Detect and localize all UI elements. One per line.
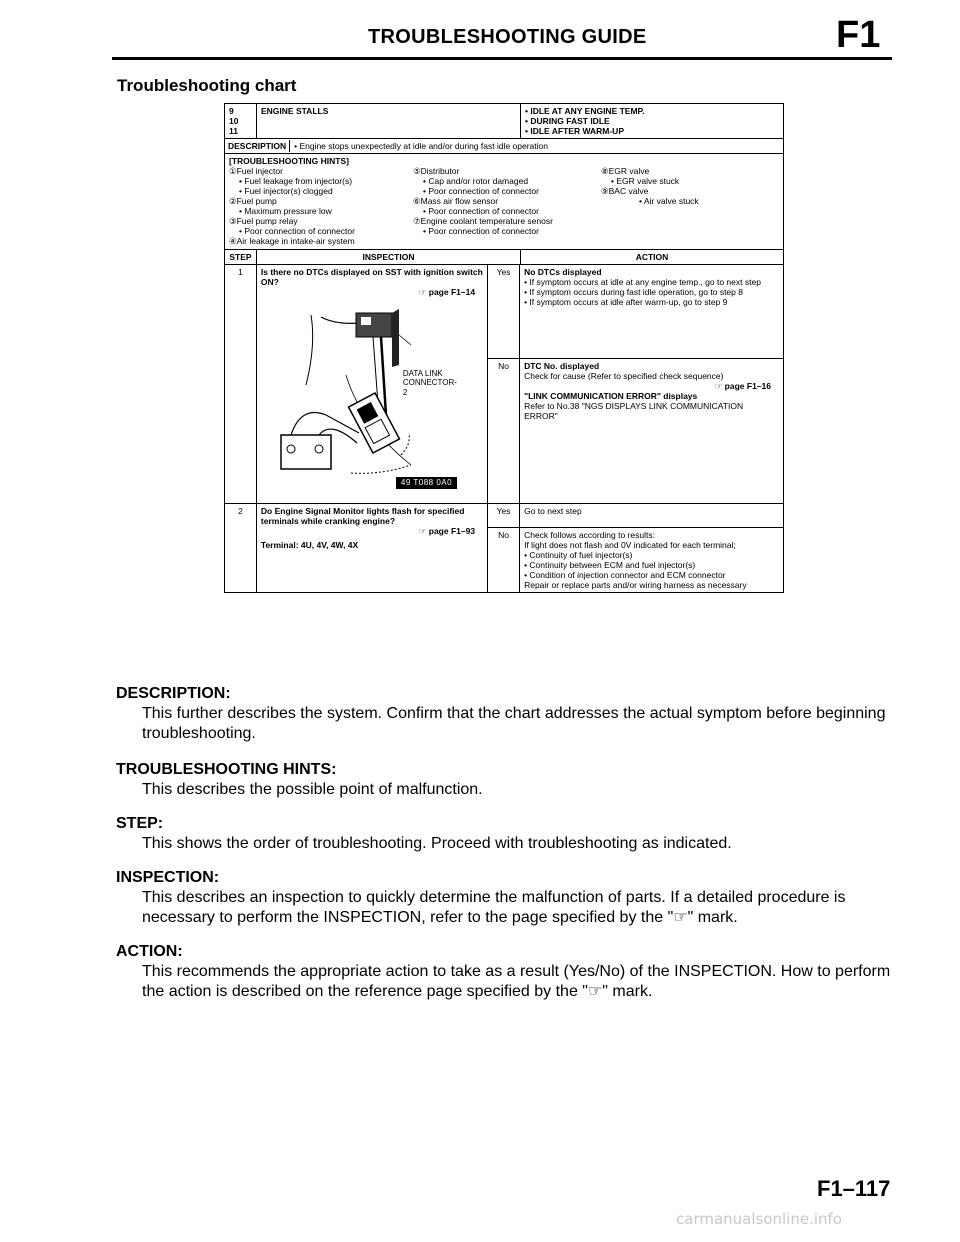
step-1-no: No [488, 359, 520, 503]
step-2-inspection: Do Engine Signal Monitor lights flash for specified terminals while cranking engine? ☞ page F1–93 Terminal: 4U, 4V, 4W, 4X [257, 504, 488, 592]
section-heading: INSPECTION: [116, 869, 220, 886]
section-heading: STEP: [116, 815, 164, 832]
page-title: TROUBLESHOOTING GUIDE [368, 26, 647, 48]
section-description [116, 684, 896, 744]
figure-code: 49 T088 0A0 [396, 477, 457, 488]
section-step [116, 814, 896, 854]
section-code: F1 [836, 14, 881, 56]
step-1-actions [488, 265, 783, 503]
step-1-row [225, 265, 783, 504]
col-action: ACTION [635, 252, 669, 263]
step-1-inspection: Is there no DTCs displayed on SST with ignition switch ON? ☞ page F1–14 DATA LINK CONNECTOR-2 49 T088 0A0 [257, 265, 488, 503]
dlc-label: DATA LINK CONNECTOR-2 [402, 369, 457, 397]
col-inspection: INSPECTION [257, 250, 521, 264]
section-inspection [116, 868, 896, 928]
data-link-connector-figure [261, 305, 461, 488]
step-1-yes-row: Yes No DTCs displayed • If symptom occurs at idle at any engine temp., go to next step • If symptom occurs during fast idle operation, go to step 8 • If symptom occurs at idle after warm-up, go to step 9 [488, 265, 783, 359]
section-text: This shows the order of troubleshooting. Proceed with troubleshooting as indicated. [142, 835, 732, 852]
description-text: • Engine stops unexpectedly at idle and/or during fast idle operation [290, 139, 552, 153]
troubleshooting-chart [224, 103, 784, 593]
section-heading: ACTION: [116, 943, 183, 960]
chart-heading: Troubleshooting chart [117, 76, 297, 95]
step-1-number: 1 [225, 265, 257, 503]
col-step: STEP [225, 250, 257, 264]
step-1-no-row: No DTC No. displayed Check for cause (Refer to specified check sequence) ☞ page F1–16 "LINK COMMUNICATION ERROR" displays Refer to No.38 "NGS DISPLAYS LINK COMMUNICATION ERROR" [488, 359, 783, 503]
column-header-row [225, 250, 783, 265]
watermark: carmanualsonline.info [676, 1210, 842, 1228]
section-text: This describes the possible point of malfunction. [142, 781, 483, 798]
header-rule [112, 57, 892, 60]
hints-title: [TROUBLESHOOTING HINTS] [229, 156, 349, 167]
symptom-numbers: 9 10 11 [225, 104, 257, 138]
step-2-yes: Yes [488, 504, 520, 527]
description-row [225, 139, 783, 154]
hints-col-2: ⑤Distributor • Cap and/or rotor damaged • Poor connection of connector ⑥Mass air flow sensor • Poor connection of connector ⑦Engine coolant temperature senosr • Poor connection of connector [413, 166, 601, 246]
step-2-actions [488, 504, 783, 592]
step-2-yes-row: Yes Go to next step [488, 504, 783, 528]
step-2-page-ref: ☞ page F1–93 [418, 526, 476, 537]
section-text: This describes an inspection to quickly determine the malfunction of parts. If a detailed procedure is necessary to perform the INSPECTION, refer to the page specified by the "☞" mark. [142, 889, 846, 926]
hints-row [225, 154, 783, 250]
section-text: This further describes the system. Confirm that the chart addresses the actual symptom before beginning troubleshooting. [142, 705, 886, 742]
step-2-no-row: No Check follows according to results: If light does not flash and 0V indicated for each terminal; • Continuity of fuel injector(s) • Continuity between ECM and fuel injector(s) • Condition of injection connector and ECM connector Repair or replace parts and/or wiring harness as necessary [488, 528, 783, 592]
hints-col-3: ⑧EGR valve • EGR valve stuck ⑨BAC valve • Air valve stuck [601, 166, 779, 246]
section-text: This recommends the appropriate action to take as a result (Yes/No) of the INSPECTION. How to perform the action is described on the reference page specified by the "☞" mark. [142, 963, 891, 1000]
hints-col-1: ①Fuel injector • Fuel leakage from injector(s) • Fuel injector(s) clogged ②Fuel pump • Maximum pressure low ③Fuel pump relay • Poor connection of connector ④Air leakage in intake-air system [229, 166, 413, 246]
description-tag: DESCRIPTION [225, 140, 290, 152]
symptom-name: ENGINE STALLS [257, 104, 521, 138]
step-1-page-ref: ☞ page F1–14 [418, 287, 476, 298]
chart-title-row [225, 104, 783, 139]
section-action [116, 942, 896, 1002]
section-heading: DESCRIPTION: [116, 685, 231, 702]
step-2-no: No [488, 528, 520, 592]
step-1-yes: Yes [488, 265, 520, 358]
step-2-number: 2 [225, 504, 257, 592]
step-2-terminals: Terminal: 4U, 4V, 4W, 4X [260, 540, 359, 551]
step-2-row [225, 504, 783, 592]
symptom-conditions: • IDLE AT ANY ENGINE TEMP. • DURING FAST IDLE • IDLE AFTER WARM-UP [521, 104, 783, 138]
section-heading: TROUBLESHOOTING HINTS: [116, 761, 337, 778]
section-troubleshooting-hints [116, 760, 896, 800]
page-number: F1–117 [817, 1176, 891, 1201]
